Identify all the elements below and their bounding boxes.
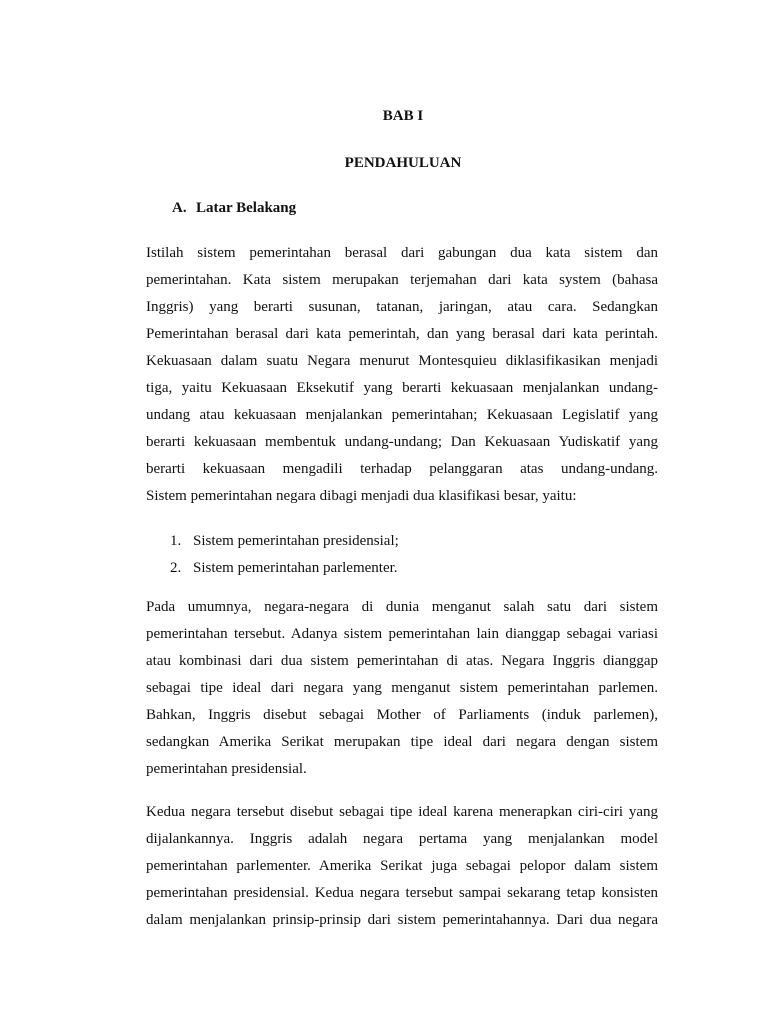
numbered-list [170,528,399,582]
paragraph-line: Istilah sistem pemerintahan berasal dari gabungan dua kata sistem dan [146,245,658,261]
paragraph-line: Kekuasaan dalam suatu Negara menurut Montesquieu diklasifikasikan menjadi [146,353,658,369]
list-item-text: Sistem pemerintahan parlementer. [193,560,398,576]
chapter-title: PENDAHULUAN [344,155,462,171]
paragraph-line: pemerintahan parlementer. Amerika Serikat juga sebagai pelopor dalam sistem [146,858,658,874]
paragraph-line: pemerintahan. Kata sistem merupakan terjemahan dari kata system (bahasa [146,272,658,288]
paragraph-line: berarti kekuasaan membentuk undang-undang; Dan Kekuasaan Yudiskatif yang [146,434,658,450]
paragraph-line: sedangkan Amerika Serikat merupakan tipe ideal dari negara dengan sistem [146,734,658,750]
paragraph-line: Pada umumnya, negara-negara di dunia menganut salah satu dari sistem [146,599,658,615]
paragraph-line: dijalankannya. Inggris adalah negara pertama yang menjalankan model [146,831,658,847]
paragraph-line: pemerintahan presidensial. Kedua negara tersebut sampai sekarang tetap konsisten [146,885,658,901]
paragraph-line: pemerintahan tersebut. Adanya sistem pemerintahan lain dianggap sebagai variasi [146,626,658,642]
list-item-number: 1. [170,533,182,549]
paragraph-line: berarti kekuasaan mengadili terhadap pelanggaran atas undang-undang. [146,461,658,477]
list-item [170,555,399,582]
paragraph-line: dalam menjalankan prinsip-prinsip dari sistem pemerintahannya. Dari dua negara [146,912,658,928]
chapter-heading: BAB I [382,108,424,124]
paragraph-3 [146,799,658,934]
paragraph-line: Inggris) yang berarti susunan, tatanan, jaringan, atau cara. Sedangkan [146,299,658,315]
section-heading-text: Latar Belakang [196,200,297,216]
list-item-text: Sistem pemerintahan presidensial; [193,533,399,549]
paragraph-line: tiga, yaitu Kekuasaan Eksekutif yang berarti kekuasaan menjalankan undang- [146,380,658,396]
section-heading [172,200,296,217]
paragraph-line: Bahkan, Inggris disebut sebagai Mother of Parliaments (induk parlemen), [146,707,658,723]
paragraph-2 [146,594,658,783]
paragraph-1 [146,240,658,510]
paragraph-line: sebagai tipe ideal dari negara yang menganut sistem pemerintahan parlemen. [146,680,658,696]
paragraph-line: pemerintahan presidensial. [146,761,307,777]
paragraph-line: undang atau kekuasaan menjalankan pemerintahan; Kekuasaan Legislatif yang [146,407,658,423]
paragraph-line: Sistem pemerintahan negara dibagi menjadi dua klasifikasi besar, yaitu: [146,488,577,504]
paragraph-line: Pemerintahan berasal dari kata pemerintah, dan yang berasal dari kata perintah. [146,326,658,342]
paragraph-line: atau kombinasi dari dua sistem pemerintahan di atas. Negara Inggris dianggap [146,653,658,669]
list-item-number: 2. [170,560,182,576]
section-marker: A. [172,200,187,216]
paragraph-line: Kedua negara tersebut disebut sebagai tipe ideal karena menerapkan ciri-ciri yang [146,804,658,820]
list-item [170,528,399,555]
